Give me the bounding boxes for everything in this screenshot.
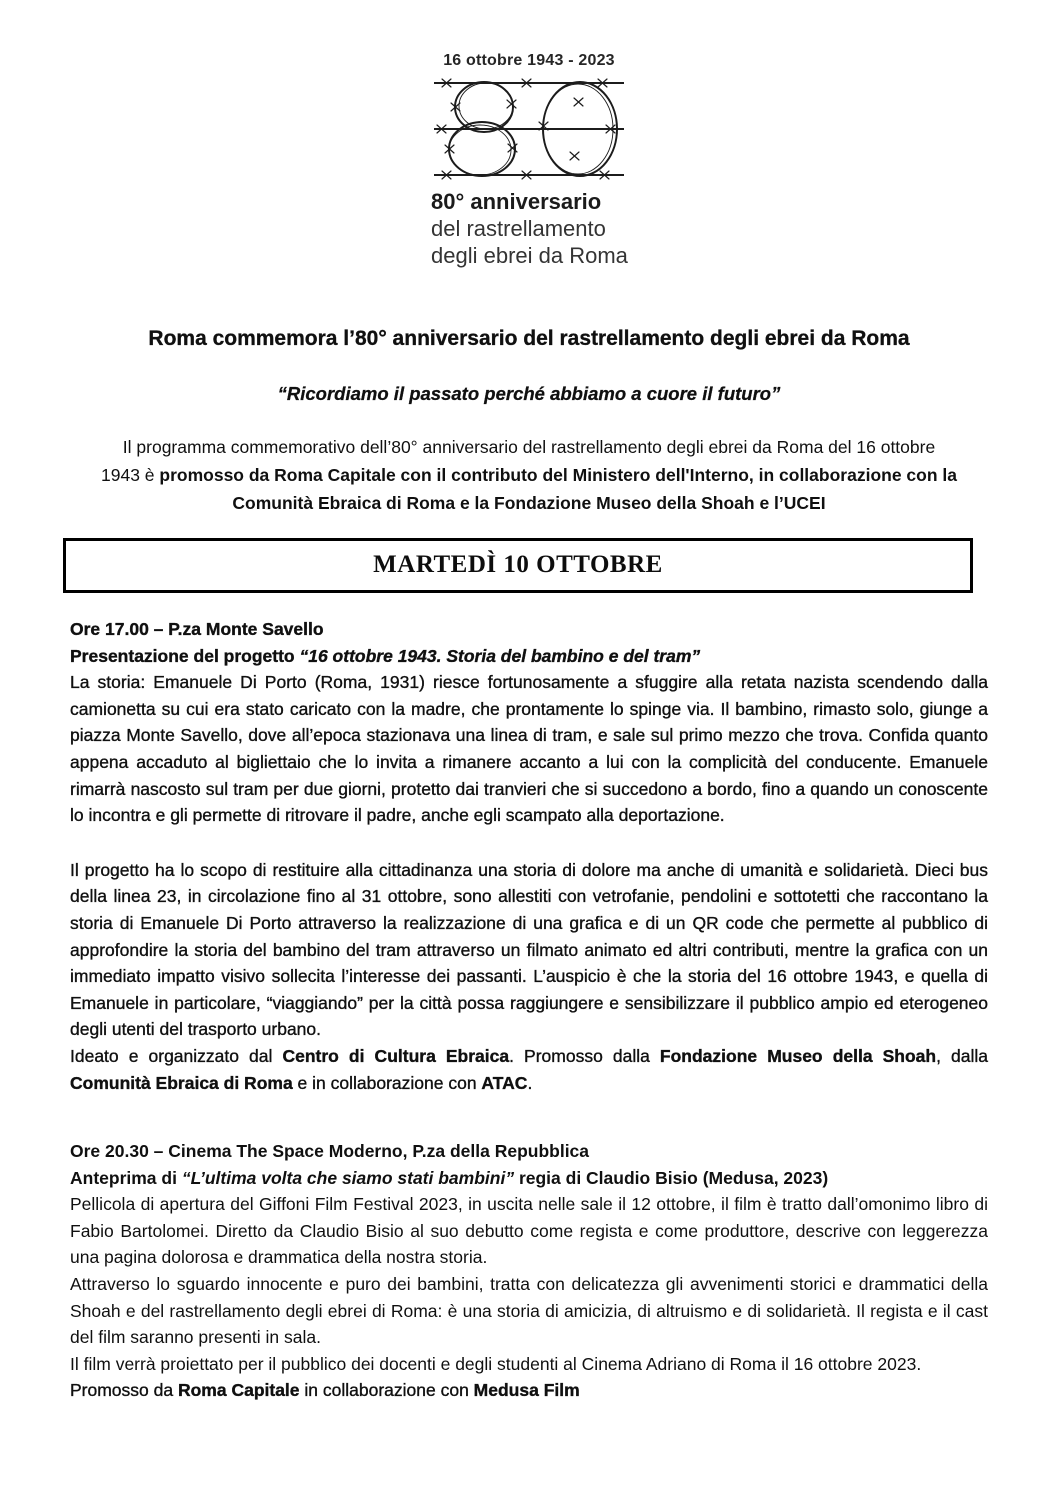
- event1-credits: [70, 1043, 988, 1096]
- day-banner-title: MARTEDÌ 10 OTTOBRE: [373, 551, 663, 578]
- event1-title-prefix: Presentazione del progetto: [70, 645, 300, 666]
- page-title: Roma commemora l’80° anniversario del rastrellamento degli ebrei da Roma: [148, 327, 910, 350]
- event1-paragraph-1: La storia: Emanuele Di Porto (Roma, 1931) riesce fortunosamente a sfuggire alla retata nazista scendendo dalla camionetta su cui era stato caricato con la madre, che prontamente lo spinge via. Il bambino, rimasto solo, giunge a piazza Monte Savello, dove all’epoca stazionava una linea di tram, e sale sul primo mezzo che trova. Confida quanto appena accaduto al bigliettaio che lo invita a rimanere accanto a lui con la complicità del conducente. Emanuele rimarrà nascosto sul tram per due giorni, protetto dai tranvieri che si succedono a bordo, fino a quando un conoscente lo incontra e gli permette di ritrovare il padre, anche egli scampato alla deportazione.: [70, 672, 988, 826]
- promo-segment: in collaborazione con: [299, 1380, 474, 1401]
- credits-org-comunita-ebraica: Comunità Ebraica di Roma: [70, 1072, 293, 1093]
- intro-line2-bold: promosso da Roma Capitale con il contributo del Ministero dell'Interno, in collaborazione con la: [159, 465, 957, 485]
- promo-segment: Promosso da: [70, 1380, 178, 1401]
- promo-org-roma-capitale: Roma Capitale: [177, 1380, 300, 1401]
- intro-line2-regular: 1943 è: [101, 465, 160, 485]
- logo-subtitle-line1: del rastrellamento: [431, 216, 606, 241]
- event1-title: [70, 643, 988, 670]
- event-1: [70, 616, 988, 1096]
- event2-paragraph-3: Il film verrà proiettato per il pubblico dei docenti e degli studenti al Cinema Adriano di Roma il 16 ottobre 2023.: [70, 1353, 922, 1374]
- credits-segment: Ideato e organizzato dal: [70, 1045, 283, 1066]
- event2-title-suffix: regia di Claudio Bisio (Medusa, 2023): [514, 1167, 829, 1188]
- event2-paragraph-2: Attraverso lo sguardo innocente e puro dei bambini, tratta con delicatezza gli avvenimenti storici e drammatici della Shoah e del rastrellamento degli ebrei di Roma: è una storia di amicizia, di altruismo e di solidarietà. Il regista e il cast del film saranno presenti in sala.: [70, 1274, 988, 1348]
- credits-segment: e in collaborazione con: [292, 1072, 482, 1093]
- intro-line3: Comunità Ebraica di Roma e la Fondazione Museo della Shoah e l’UCEI: [232, 493, 826, 513]
- motto-quote: “Ricordiamo il passato perché abbiamo a cuore il futuro”: [277, 383, 781, 404]
- event2-title-quoted: “L’ultima volta che siamo stati bambini”: [181, 1167, 515, 1188]
- event2-paragraph-1: Pellicola di apertura del Giffoni Film Festival 2023, in uscita nelle sale il 12 ottobre, il film è tratto dall’omonimo libro di Fabio Bartolomei. Diretto da Claudio Bisio al suo debutto come regista e come produttore, descrive con leggerezza una pagina dolorosa e drammatica della nostra storia.: [70, 1194, 988, 1268]
- event2-time-location: Ore 20.30 – Cinema The Space Moderno, P.za della Repubblica: [70, 1141, 590, 1162]
- event-2: [70, 1138, 988, 1404]
- event2-title-prefix: Anteprima di: [70, 1167, 182, 1188]
- promo-org-medusa-film: Medusa Film: [473, 1380, 580, 1401]
- barbed-wire-80-icon: [434, 76, 624, 182]
- day-banner: [63, 538, 973, 593]
- intro-paragraph: [70, 433, 988, 517]
- logo-subtitle-line2: degli ebrei da Roma: [431, 243, 628, 268]
- credits-segment: , dalla: [936, 1045, 989, 1066]
- intro-line1: Il programma commemorativo dell’80° anniversario del rastrellamento degli ebrei da Roma del 16 ottobre: [122, 437, 936, 457]
- event1-paragraph-2: Il progetto ha lo scopo di restituire alla cittadinanza una storia di dolore ma anche di umanità e solidarietà. Dieci bus della linea 23, in circolazione fino al 31 ottobre, sono allestiti con vetrofanie, pendolini e sottotetti che raccontano la storia di Emanuele Di Porto attraverso la realizzazione di una grafica e di un QR code che permette al pubblico di approfondire la storia del bambino del tram attraverso un filmato animato ed altri contributi, mentre la grafica con un immediato impatto visivo sollecita l’interesse dei passanti. L’auspicio è che la storia del 16 ottobre 1943, e quella di Emanuele in particolare, “viaggiando” per la città possa raggiungere e sensibilizzare il pubblico ampio ed eterogeneo degli utenti del trasporto urbano.: [70, 859, 988, 1040]
- credits-segment: . Promosso dalla: [509, 1045, 660, 1066]
- credits-org-centro-cultura-ebraica: Centro di Cultura Ebraica: [282, 1045, 510, 1066]
- credits-org-fondazione-museo-shoah: Fondazione Museo della Shoah: [659, 1045, 937, 1066]
- event1-title-quoted: “16 ottobre 1943. Storia del bambino e del tram”: [299, 645, 701, 666]
- event2-title: [70, 1165, 988, 1192]
- event1-time-location: Ore 17.00 – P.za Monte Savello: [70, 619, 324, 639]
- logo-date-range: 16 ottobre 1943 - 2023: [443, 52, 615, 69]
- credits-segment: .: [527, 1072, 533, 1093]
- anniversary-logo: [431, 52, 627, 269]
- logo-title: 80° anniversario: [431, 189, 602, 214]
- event2-promo-line: [70, 1377, 988, 1404]
- credits-org-atac: ATAC: [481, 1072, 528, 1093]
- intro-line2: [70, 461, 988, 489]
